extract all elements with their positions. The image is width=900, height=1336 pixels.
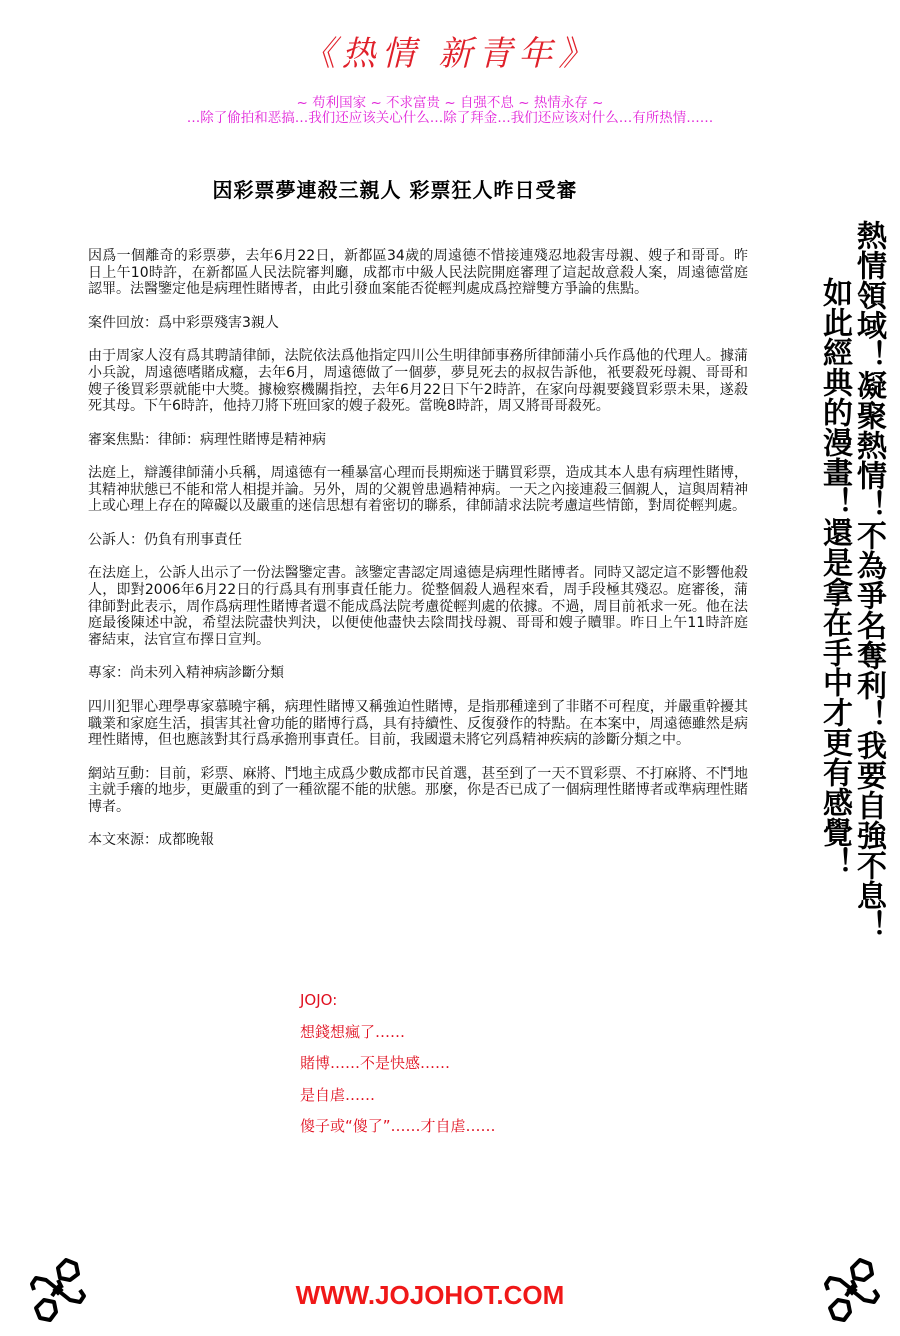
article-paragraph: 因爲一個離奇的彩票夢，去年6月22日，新都區34歲的周遠德不惜接連殘忍地殺害母親、嫂子和哥哥。昨日上午10時許，在新都區人民法院審判廳，成都市中級人民法院開庭審理了這起故意殺人案，周遠德當庭認罪。法醫鑒定他是病理性賭博者，由此引發血案能否從輕判處成爲控辯雙方爭論的焦點。 — [88, 248, 748, 298]
article-paragraph: 在法庭上，公訴人出示了一份法醫鑒定書。該鑒定書認定周遠德是病理性賭博者。同時又認定這不影響他殺人，即對2006年6月22日的行爲具有刑事責任能力。從整個殺人過程來看，周手段極其殘忍。庭審後，蒲律師對此表示，周作爲病理性賭博者還不能成爲法院考慮從輕判處的依據。不過，周目前衹求一死。他在法庭最後陳述中說，希望法院盡快判決，以便使他盡快去陰間找母親、哥哥和嫂子贖罪。昨日上午11時許庭審結束，法官宣布擇日宣判。 — [88, 565, 748, 649]
comment-line: 是自虐…… — [300, 1085, 376, 1104]
article-headline: 因彩票夢連殺三親人 彩票狂人昨日受審 — [212, 178, 578, 202]
site-title: 《热情 新青年》 — [301, 34, 599, 74]
vertical-slogan-right-column: 如此經典的漫畫！還是拿在手中才更有感覺！ — [817, 277, 852, 877]
vertical-slogan-left-column: 熱情領域！凝聚熱情！不為爭名奪利！我要自強不息！ — [851, 220, 886, 940]
article-paragraph: 法庭上，辯護律師蒲小兵稱，周遠德有一種暴富心理而長期痴迷于購買彩票，造成其本人患有病理性賭博，其精神狀態已不能和常人相提并論。另外，周的父親曾患過精神病。一天之內接連殺三個親人，這與周精神上或心理上存在的障礙以及嚴重的迷信思想有着密切的聯系，律師請求法院考慮這些情節，對周從輕判處。 — [88, 465, 748, 515]
editor-comment — [300, 990, 496, 1148]
footer-website-link[interactable]: WWW.JOJOHOT.COM — [295, 1280, 565, 1310]
article-source: 本文來源：成都晚報 — [88, 832, 214, 849]
article-paragraph: 由于周家人沒有爲其聘請律師，法院依法爲他指定四川公生明律師事務所律師蒲小兵作爲他的代理人。據蒲小兵說，周遠德嗜賭成癮，去年6月，周遠德做了一個夢，夢見死去的叔叔告訴他，衹要殺死母親、哥哥和嫂子後買彩票就能中大獎。據檢察機關指控，去年6月22日下午2時許，在家向母親要錢買彩票未果，遂殺死其母。下午6時許，他持刀將下班回家的嫂子殺死。當晚8時許，周又將哥哥殺死。 — [88, 348, 748, 415]
section-heading: 公訴人：仍負有刑事責任 — [88, 531, 242, 548]
section-heading: 案件回放：爲中彩票殘害3親人 — [88, 314, 279, 331]
section-heading: 專家：尚未列入精神病診斷分類 — [88, 665, 284, 682]
comment-line: 想錢想瘋了…… — [300, 1022, 406, 1041]
article-paragraph: 網站互動：目前，彩票、麻將、鬥地主成爲少數成都市民首選，甚至到了一天不買彩票、不打麻將、不鬥地主就手癢的地步，更嚴重的到了一種欲罷不能的狀態。那麼，你是否已成了一個病理性賭博者或準病理性賭博者。 — [88, 765, 748, 816]
comment-line: 賭博……不是快感…… — [300, 1054, 451, 1072]
motto-line-1: ~ 苟利国家 ~ 不求富贵 ~ 自强不息 ~ 热情永存 ~ — [296, 95, 604, 111]
article-paragraph: 四川犯罪心理學專家慕曉宇稱，病理性賭博又稱強迫性賭博，是指那種達到了非賭不可程度，并嚴重幹擾其職業和家庭生活，損害其社會功能的賭博行爲，具有持續性、反復發作的特點。在本案中，周遠德雖然是病理性賭博，但也應該對其行爲承擔刑事責任。目前，我國還未將它列爲精神疾病的診斷分類之中。 — [88, 698, 748, 749]
section-heading: 審案焦點：律師：病理性賭博是精神病 — [88, 431, 326, 448]
comment-author: JOJO: — [300, 991, 338, 1009]
vertical-slogan — [818, 220, 884, 940]
comment-line: 傻子或“傻了”……才自虐…… — [300, 1117, 496, 1135]
motto-line-2: …除了偷拍和恶搞…我们还应该关心什么…除了拜金…我们还应该对什么…有所热情…… — [186, 110, 714, 126]
article-body — [88, 248, 748, 866]
